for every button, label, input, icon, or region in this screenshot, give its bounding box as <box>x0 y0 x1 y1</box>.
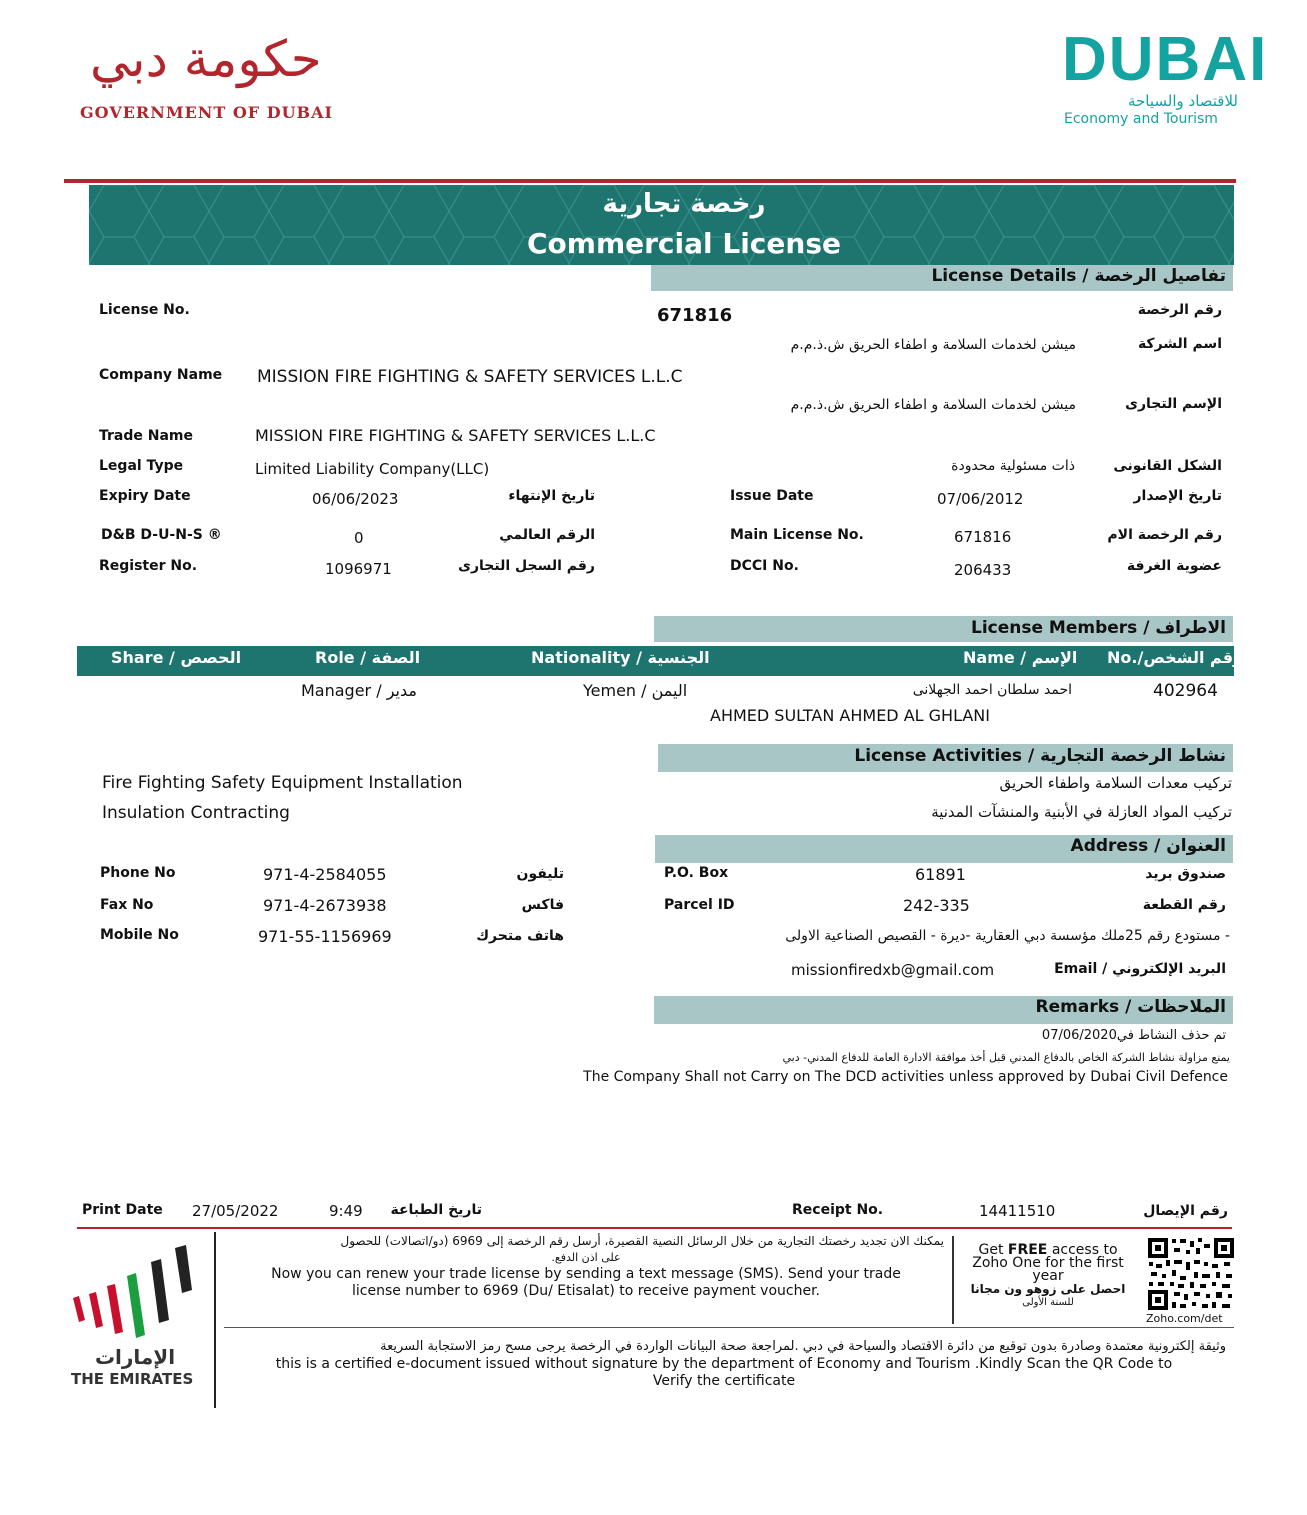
duns-label: D&B D-U-N-S ® <box>101 527 222 543</box>
company-name-ar: ميشن لخدمات السلامة و اطفاء الحريق ش.ذ.م.م <box>790 337 1076 353</box>
cert-text-en-1: this is a certified e-document issued without signature by the department of Economy and Tourism .Kindly Scan the QR Code to <box>275 1356 1173 1372</box>
col-role-header: Role / الصفة <box>315 648 421 667</box>
expiry-date-label-ar: تاريخ الإنتهاء <box>508 488 595 504</box>
dcci-no-label: DCCI No. <box>730 558 799 574</box>
pobox-label: P.O. Box <box>664 865 729 881</box>
member-name-en: AHMED SULTAN AHMED AL GHLANI <box>710 706 990 725</box>
mobile-label-ar: هاتف متحرك <box>476 928 564 944</box>
sms-text-ar-2: على اذن الدفع. <box>551 1251 621 1264</box>
legal-type-value: Limited Liability Company(LLC) <box>255 460 490 478</box>
issue-date-label: Issue Date <box>730 488 814 504</box>
emirates-flag-strokes <box>65 1240 200 1345</box>
main-license-label: Main License No. <box>730 527 864 543</box>
qr-code[interactable] <box>1146 1236 1236 1312</box>
register-no-value: 1096971 <box>325 560 392 578</box>
company-name-label: Company Name <box>99 367 223 383</box>
commercial-license-banner <box>89 185 1234 265</box>
legal-type-label-ar: الشكل القانونى <box>1113 458 1222 474</box>
parcel-label-ar: رقم القطعة <box>1142 897 1226 913</box>
remark-line-2: يمنع مزاولة نشاط الشركة الخاص بالدفاع المدني قبل أخذ موافقة الادارة العامة للدفاع المدني- دبي <box>782 1051 1230 1064</box>
activity-2-en: Insulation Contracting <box>102 803 290 823</box>
member-number: 402964 <box>1153 681 1218 701</box>
parcel-value: 242-335 <box>903 896 970 915</box>
license-no-value: 671816 <box>657 305 733 326</box>
trade-name-label-ar: الإسم التجارى <box>1125 396 1222 412</box>
main-license-label-ar: رقم الرخصة الام <box>1107 527 1222 543</box>
zoho-url[interactable]: Zoho.com/det <box>1146 1312 1223 1325</box>
email-value: missionfiredxb@gmail.com <box>791 961 995 979</box>
address-title: Address / العنوان <box>1070 836 1226 856</box>
license-activities-title: License Activities / نشاط الرخصة التجارية <box>854 746 1226 766</box>
print-time-value: 9:49 <box>329 1202 363 1220</box>
footer-red-line <box>77 1227 1232 1229</box>
trade-name-label: Trade Name <box>99 428 194 444</box>
email-label: Email / البريد الإلكتروني <box>1054 961 1226 977</box>
fax-label: Fax No <box>100 897 154 913</box>
duns-value: 0 <box>354 529 364 547</box>
mobile-value: 971-55-1156969 <box>258 927 392 946</box>
col-no-header: No./رقم الشخص <box>1107 648 1243 667</box>
company-name-value: MISSION FIRE FIGHTING & SAFETY SERVICES L.L.C <box>257 367 683 387</box>
zoho-get: Get <box>978 1242 1008 1258</box>
gov-english-text: GOVERNMENT OF DUBAI <box>80 103 333 122</box>
sms-text-en-1: Now you can renew your trade license by sending a text message (SMS). Send your trade <box>271 1266 901 1282</box>
fax-label-ar: فاكس <box>521 897 564 913</box>
register-no-label-ar: رقم السجل التجارى <box>458 558 595 574</box>
dept-arabic: للاقتصاد والسياحة <box>1127 92 1238 110</box>
pobox-label-ar: صندوق بريد <box>1145 866 1226 882</box>
receipt-no-label: Receipt No. <box>792 1202 884 1218</box>
zoho-line-ar-1: احصل على زوهو ون مجانا <box>970 1282 1126 1296</box>
emirates-arabic: الإمارات <box>94 1345 176 1369</box>
parcel-label: Parcel ID <box>664 897 735 913</box>
zoho-access: access to <box>1047 1242 1118 1258</box>
trade-name-value: MISSION FIRE FIGHTING & SAFETY SERVICES L.L.C <box>255 426 656 445</box>
members-table-header <box>77 646 1243 676</box>
zoho-line-ar-2: للسنة الأولى <box>1022 1297 1074 1308</box>
remark-line-1: تم حذف النشاط في07/06/2020 <box>1041 1028 1226 1043</box>
phone-label: Phone No <box>100 865 176 881</box>
activity-1-en: Fire Fighting Safety Equipment Installation <box>102 773 463 793</box>
phone-value: 971-4-2584055 <box>263 865 387 884</box>
fax-value: 971-4-2673938 <box>263 896 387 915</box>
cert-text-ar: وثيقة إلكترونية معتمدة وصادرة بدون توقيع من دائرة الاقتصاد والسياحة في دبي .لمراجعة صحة البيانات الواردة في الرخصة يرجى مسح رمز الاستجابة السريعة <box>380 1339 1226 1354</box>
sms-text-ar-1: يمكنك الان تجديد رخصتك التجارية من خلال الرسائل النصية القصيرة، أرسل رقم الرخصة إلى 6969 (دو/اتصالات) للحصول <box>340 1234 944 1248</box>
trade-name-ar: ميشن لخدمات السلامة و اطفاء الحريق ش.ذ.م.م <box>790 397 1076 413</box>
print-date-label-ar: تاريخ الطباعة <box>390 1202 482 1218</box>
activity-2-ar: تركيب المواد العازلة في الأبنية والمنشآت المدنية <box>931 803 1232 821</box>
license-no-label-ar: رقم الرخصة <box>1137 302 1222 318</box>
print-date-label: Print Date <box>82 1202 163 1218</box>
address-ar: - مستودع رقم 25ملك مؤسسة دبي العقارية -ديرة - القصيص الصناعية الاولى <box>785 928 1230 944</box>
col-share-header: Share / الحصص <box>111 648 242 667</box>
sms-renewal-box <box>224 1232 948 1327</box>
legal-type-ar: ذات مسئولية محدودة <box>951 458 1075 474</box>
zoho-line-3: year <box>1032 1268 1064 1284</box>
receipt-no-label-ar: رقم الإيصال <box>1143 1203 1228 1219</box>
register-no-label: Register No. <box>99 558 198 574</box>
remarks-title: Remarks / الملاحظات <box>1035 997 1226 1017</box>
mobile-label: Mobile No <box>100 927 179 943</box>
issue-date-label-ar: تاريخ الإصدار <box>1133 488 1222 504</box>
main-license-value: 671816 <box>954 528 1012 546</box>
license-no-label: License No. <box>99 302 190 318</box>
col-name-header: Name / الإسم <box>963 648 1078 667</box>
license-details-title: License Details / تفاصيل الرخصة <box>931 266 1226 286</box>
footer-vertical-divider <box>214 1232 216 1408</box>
zoho-line-2: Zoho One for the first <box>972 1255 1124 1271</box>
header-red-line <box>64 179 1236 183</box>
phone-label-ar: تليفون <box>516 866 564 882</box>
issue-date-value: 07/06/2012 <box>937 490 1024 508</box>
emirates-english: THE EMIRATES <box>71 1370 194 1388</box>
expiry-date-value: 06/06/2023 <box>312 490 399 508</box>
sms-text-en-2: license number to 6969 (Du/ Etisalat) to receive payment voucher. <box>351 1283 820 1299</box>
dubai-wordmark: DUBAI <box>1062 25 1269 94</box>
activity-1-ar: تركيب معدات السلامة واطفاء الحريق <box>999 774 1232 792</box>
pobox-value: 61891 <box>915 865 966 884</box>
member-role: Manager / مدير <box>301 681 417 700</box>
member-nationality: Yemen / اليمن <box>583 681 688 700</box>
dept-english: Economy and Tourism <box>1064 111 1218 127</box>
cert-text-en-2: Verify the certificate <box>652 1373 796 1389</box>
expiry-date-label: Expiry Date <box>99 488 191 504</box>
footer-horizontal-divider <box>224 1327 1234 1328</box>
member-name-ar: احمد سلطان احمد الجهلانى <box>912 682 1072 698</box>
banner-title-arabic: رخصة تجارية <box>602 189 766 219</box>
banner-title-english: Commercial License <box>527 227 841 260</box>
print-date-value: 27/05/2022 <box>192 1202 279 1220</box>
col-nationality-header: Nationality / الجنسية <box>531 648 710 667</box>
legal-type-label: Legal Type <box>99 458 184 474</box>
zoho-promo <box>958 1244 1138 1324</box>
zoho-free: FREE <box>1007 1242 1048 1258</box>
dcci-no-value: 206433 <box>954 561 1012 579</box>
dcci-no-label-ar: عضوية الغرفة <box>1126 558 1222 574</box>
zoho-divider <box>952 1236 954 1324</box>
duns-label-ar: الرقم العالمي <box>499 527 595 543</box>
license-members-title: License Members / الاطراف <box>971 618 1226 638</box>
receipt-no-value: 14411510 <box>979 1202 1056 1220</box>
gov-arabic-logo: حكومة دبي <box>90 30 322 88</box>
company-name-label-ar: اسم الشركة <box>1137 336 1222 352</box>
remark-line-3: The Company Shall not Carry on The DCD activities unless approved by Dubai Civil Defence <box>583 1069 1228 1085</box>
